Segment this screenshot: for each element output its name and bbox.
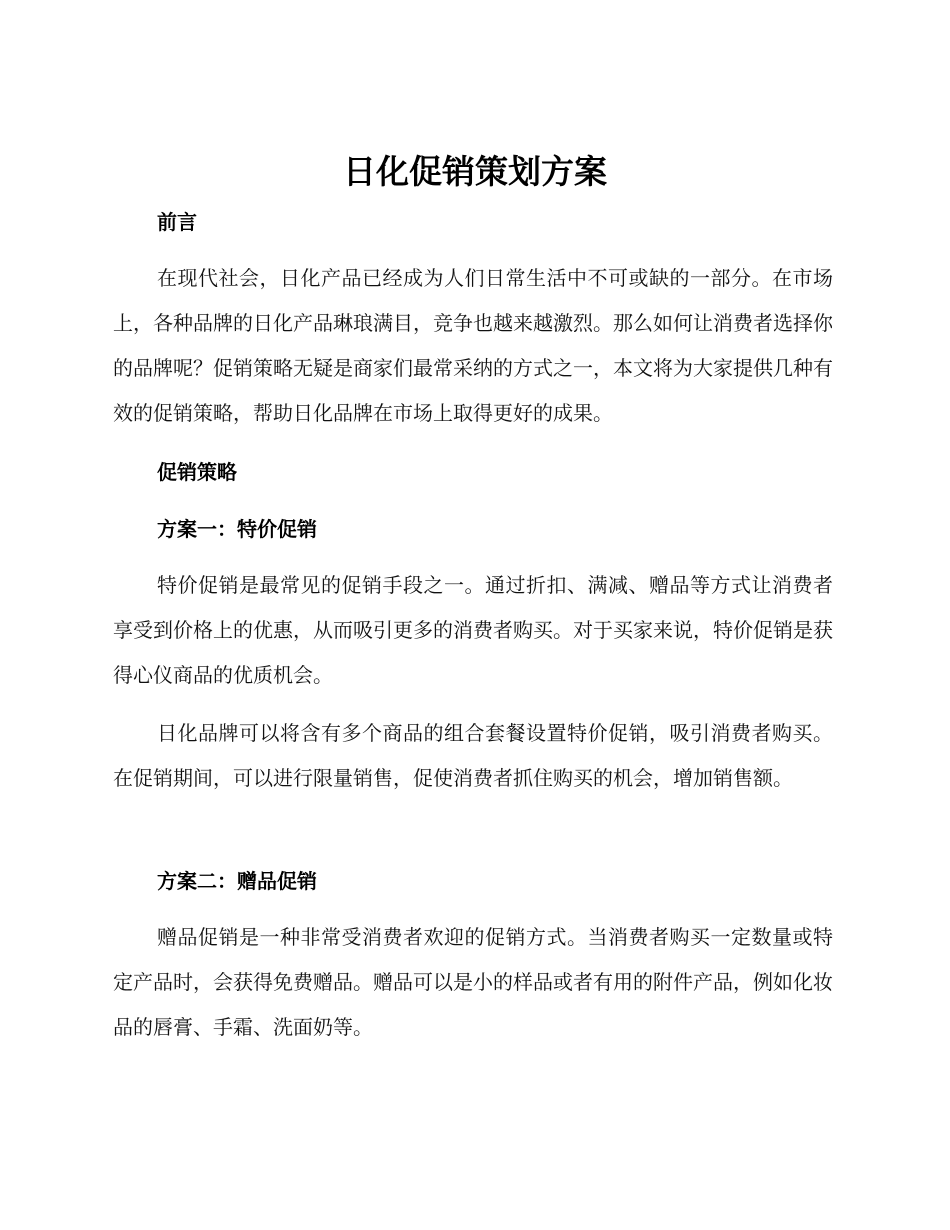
plan1-heading: 方案一：特价促销 [157, 517, 317, 541]
plan2-heading: 方案二：赠品促销 [157, 869, 317, 893]
preface-heading: 前言 [157, 210, 197, 234]
strategy-heading: 促销策略 [157, 460, 237, 484]
plan1-paragraph-1: 特价促销是最常见的促销手段之一。通过折扣、满减、赠品等方式让消费者享受到价格上的优惠，从而吸引更多的消费者购买。对于买家来说，特价促销是获得心仪商品的优质机会。 [113, 573, 833, 687]
document-title: 日化促销策划方案 [343, 152, 607, 191]
plan2-paragraph-1: 赠品促销是一种非常受消费者欢迎的促销方式。当消费者购买一定数量或特定产品时，会获得免费赠品。赠品可以是小的样品或者有用的附件产品，例如化妆品的唇膏、手霜、洗面奶等。 [113, 925, 833, 1039]
plan1-paragraph-2: 日化品牌可以将含有多个商品的组合套餐设置特价促销，吸引消费者购买。在促销期间，可以进行限量销售，促使消费者抓住购买的机会，增加销售额。 [113, 721, 833, 790]
preface-paragraph: 在现代社会，日化产品已经成为人们日常生活中不可或缺的一部分。在市场上，各种品牌的日化产品琳琅满目，竞争也越来越激烈。那么如何让消费者选择你的品牌呢？促销策略无疑是商家们最常采纳的方式之一，本文将为大家提供几种有效的促销策略，帮助日化品牌在市场上取得更好的成果。 [113, 266, 833, 425]
